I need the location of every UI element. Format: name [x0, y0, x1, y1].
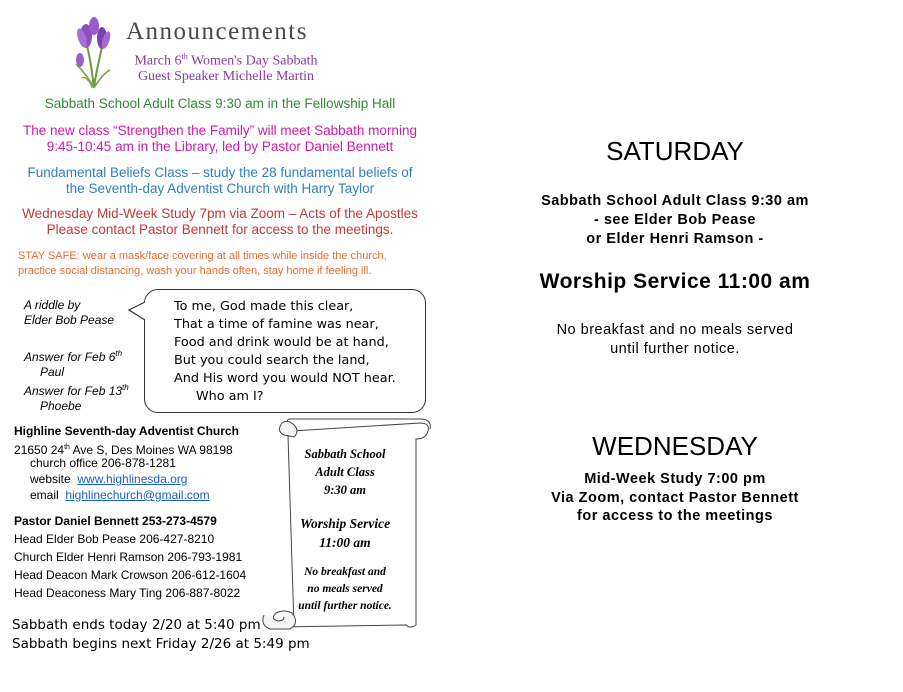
beliefs-class-notice — [8, 165, 432, 197]
saturday-heading: SATURDAY — [606, 136, 744, 166]
beliefs-line: Fundamental Beliefs Class – study the 28 fundamental beliefs of — [27, 165, 413, 180]
wednesday-line: Mid-Week Study 7:00 pm — [584, 471, 766, 487]
wednesday-line: Via Zoom, contact Pastor Bennett — [551, 489, 799, 506]
church-name: Highline Seventh-day Adventist Church — [14, 424, 239, 438]
scroll-line: Adult Class — [315, 465, 375, 479]
wednesday-info — [470, 470, 880, 526]
scroll-sabbath-school — [289, 445, 401, 499]
staff-member: Head Deaconess Mary Ting 206-887-8022 — [14, 586, 241, 600]
website-link[interactable]: www.highlinesda.org — [77, 472, 188, 486]
scroll-line: until further notice. — [298, 600, 392, 612]
riddle-box-tail — [127, 300, 147, 322]
scroll-line: no meals served — [307, 583, 383, 595]
worship-service: Worship Service 11:00 am — [539, 270, 811, 293]
staff-member: Head Deacon Mark Crowson 206-612-1604 — [14, 568, 247, 582]
midweek-line: Please contact Pastor Bennett for access to the meetings. — [46, 222, 394, 237]
riddle-poem — [174, 298, 396, 406]
email-link[interactable]: highlinechurch@gmail.com — [65, 488, 210, 502]
new-class-line: The new class “Strengthen the Family” will meet Sabbath morning — [23, 123, 417, 138]
new-class-notice — [8, 123, 432, 155]
meals-line: No breakfast and no meals served — [556, 322, 794, 338]
scroll-worship — [289, 514, 401, 552]
riddle-author — [24, 298, 114, 328]
wednesday-heading: WEDNESDAY — [592, 431, 758, 461]
riddle-line: That a time of famine was near, — [174, 317, 379, 332]
wednesday-line: for access to the meetings — [577, 508, 773, 524]
church-office-phone: church office 206-878-1281 — [30, 456, 176, 470]
guest-speaker-line: Guest Speaker Michelle Martin — [137, 69, 315, 84]
midweek-study-notice — [8, 206, 432, 238]
meals-notice — [470, 321, 880, 359]
scroll-line: Worship Service — [299, 516, 391, 531]
saturday-school-line: - see Elder Bob Pease — [593, 212, 756, 228]
sabbath-ends: Sabbath ends today 2/20 at 5:40 pm — [12, 617, 261, 633]
answer-1-label: Answer for Feb 6th — [24, 349, 123, 364]
saturday-school-info — [470, 192, 880, 249]
riddle-line: Food and drink would be at hand, — [174, 335, 389, 350]
scroll-line: No breakfast and — [304, 566, 386, 578]
scroll-line: 11:00 am — [319, 535, 371, 550]
answer-1: Paul — [40, 365, 65, 379]
riddle-question: Who am I? — [196, 389, 264, 404]
answer-2: Phoebe — [40, 399, 82, 413]
riddle-line: But you could search the land, — [174, 353, 370, 368]
beliefs-line: the Seventh-day Adventist Church with Harry Taylor — [65, 181, 375, 196]
riddle-line: And His word you would NOT hear. — [174, 371, 396, 386]
stay-safe-line: practice social distancing, wash your hands often, stay home if feeling ill. — [18, 265, 372, 277]
riddle-answers — [24, 346, 129, 414]
stay-safe-notice — [18, 249, 438, 279]
saturday-school-line: Sabbath School Adult Class 9:30 am — [541, 193, 809, 209]
staff-member: Head Elder Bob Pease 206-427-8210 — [14, 532, 215, 546]
adult-class-notice: Sabbath School Adult Class 9:30 am in the Fellowship Hall — [44, 96, 396, 111]
sabbath-begins: Sabbath begins next Friday 2/26 at 5:49 pm — [12, 636, 310, 652]
answer-2-label: Answer for Feb 13th — [24, 383, 129, 398]
meals-line: until further notice. — [610, 341, 740, 357]
pastor-contact: Pastor Daniel Bennett 253-273-4579 — [14, 514, 217, 528]
church-website: website www.highlinesda.org — [30, 472, 188, 486]
riddle-line: To me, God made this clear, — [174, 299, 354, 314]
church-address: 21650 24th Ave S, Des Moines WA 98198 — [14, 443, 233, 457]
riddle-author-line: Elder Bob Pease — [24, 313, 115, 327]
scroll-line: 9:30 am — [323, 483, 366, 497]
riddle-author-line: A riddle by — [24, 298, 81, 312]
church-email: email highlinechurch@gmail.com — [30, 488, 210, 502]
page-title: Announcements — [126, 18, 308, 45]
womens-day-line: March 6th Women's Day Sabbath — [134, 52, 318, 69]
staff-member: Church Elder Henri Ramson 206-793-1981 — [14, 550, 243, 564]
scroll-line: Sabbath School — [304, 447, 386, 461]
stay-safe-line: STAY SAFE: wear a mask/face covering at all times while inside the church, — [18, 250, 387, 262]
new-class-line: 9:45-10:45 am in the Library, led by Pastor Daniel Bennett — [46, 139, 394, 154]
saturday-school-line: or Elder Henri Ramson - — [586, 231, 764, 247]
scroll-meals — [289, 564, 401, 615]
midweek-line: Wednesday Mid-Week Study 7pm via Zoom – Acts of the Apostles — [22, 206, 418, 221]
